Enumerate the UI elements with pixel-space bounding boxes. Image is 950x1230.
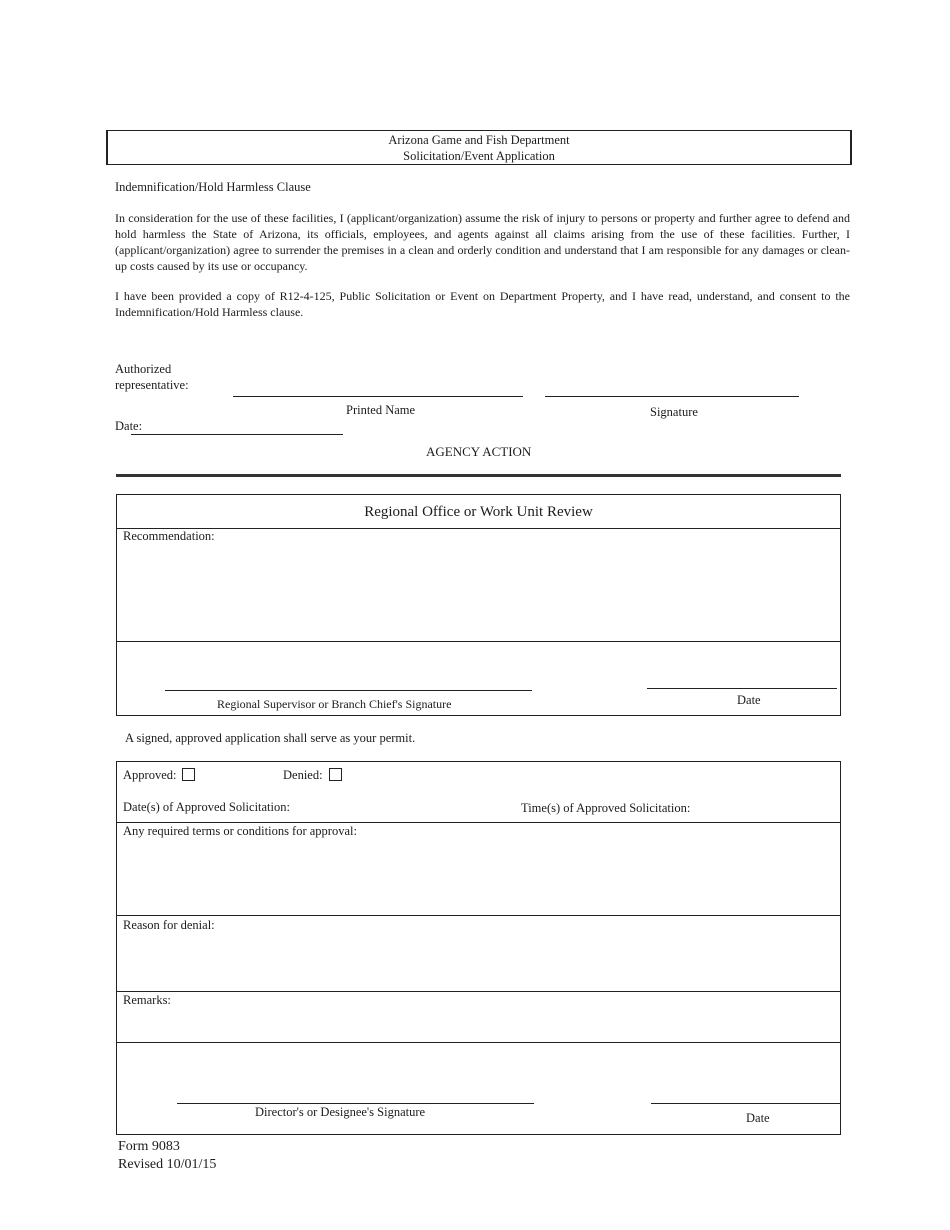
approved-label: Approved:: [123, 768, 177, 782]
terms-label: Any required terms or conditions for approval:: [123, 824, 357, 838]
regional-review-title: Regional Office or Work Unit Review: [364, 504, 593, 520]
header-box: [106, 130, 852, 165]
director-date-label: Date: [746, 1111, 770, 1125]
approved-checkbox[interactable]: [182, 768, 195, 781]
signature-label: Signature: [650, 405, 698, 419]
agency-action-divider: [116, 474, 841, 477]
denied-checkbox[interactable]: [329, 768, 342, 781]
clause-text-2: I have been provided a copy of R12-4-125, Public Solicitation or Event on Department Property, and I have read, understand, and consent to the Indemnification/Hold Harmless clause.: [115, 289, 850, 319]
denial-reason-area[interactable]: [117, 934, 840, 989]
terms-area[interactable]: [117, 840, 840, 912]
clause-title: Indemnification/Hold Harmless Clause: [115, 180, 311, 194]
signature-line[interactable]: [545, 396, 799, 397]
denial-reason-label: Reason for denial:: [123, 918, 215, 932]
printed-name-label: Printed Name: [346, 403, 416, 417]
supervisor-date-label: Date: [737, 693, 761, 707]
approved-group: [123, 768, 195, 783]
printed-name-line[interactable]: [233, 396, 523, 397]
approved-times-label: Time(s) of Approved Solicitation:: [521, 801, 691, 815]
approved-dates-label: Date(s) of Approved Solicitation:: [123, 800, 290, 814]
recommendation-area[interactable]: [117, 545, 840, 640]
director-date-line[interactable]: [651, 1103, 841, 1104]
supervisor-signature-label: Regional Supervisor or Branch Chief's Signature: [217, 697, 452, 711]
agency-name: Arizona Game and Fish Department: [388, 133, 570, 147]
recommendation-divider: [117, 641, 840, 642]
regional-title-divider: [117, 528, 840, 529]
terms-divider: [117, 915, 840, 916]
date-line[interactable]: [131, 434, 343, 435]
revision-date: Revised 10/01/15: [118, 1157, 217, 1172]
authorized-label-1: Authorized: [115, 362, 172, 376]
clause-paragraph-2: [115, 288, 850, 320]
denied-group: [283, 768, 342, 783]
supervisor-signature-line[interactable]: [165, 690, 532, 691]
agency-action-title: AGENCY ACTION: [426, 444, 532, 459]
form-title: Solicitation/Event Application: [403, 149, 555, 163]
denial-divider: [117, 991, 840, 992]
date-label: Date:: [115, 419, 143, 433]
approval-box: [116, 761, 841, 1135]
clause-paragraph-1: [115, 210, 850, 274]
authorized-label-2: representative:: [115, 378, 189, 392]
dates-divider: [117, 822, 840, 823]
remarks-label: Remarks:: [123, 993, 171, 1007]
regional-review-box: [116, 494, 841, 716]
director-signature-label: Director's or Designee's Signature: [255, 1105, 426, 1119]
form-number: Form 9083: [118, 1139, 180, 1154]
remarks-divider: [117, 1042, 840, 1043]
permit-note: A signed, approved application shall serve as your permit.: [125, 731, 416, 745]
remarks-area[interactable]: [117, 1009, 840, 1039]
recommendation-label: Recommendation:: [123, 529, 215, 543]
denied-label: Denied:: [283, 768, 323, 782]
director-signature-line[interactable]: [177, 1103, 534, 1104]
supervisor-date-line[interactable]: [647, 688, 837, 689]
clause-text-1: In consideration for the use of these facilities, I (applicant/organization) assume the risk of injury to persons or property and further agree to defend and hold harmless the State of Arizona, its officials, employees, and agents against all claims arising from the use of these facilities. Further, I (applicant/organization) agree to surrender the premises in a clean and orderly condition and understand that I am responsible for any damages or clean-up costs caused by its use or occupancy.: [115, 211, 850, 273]
